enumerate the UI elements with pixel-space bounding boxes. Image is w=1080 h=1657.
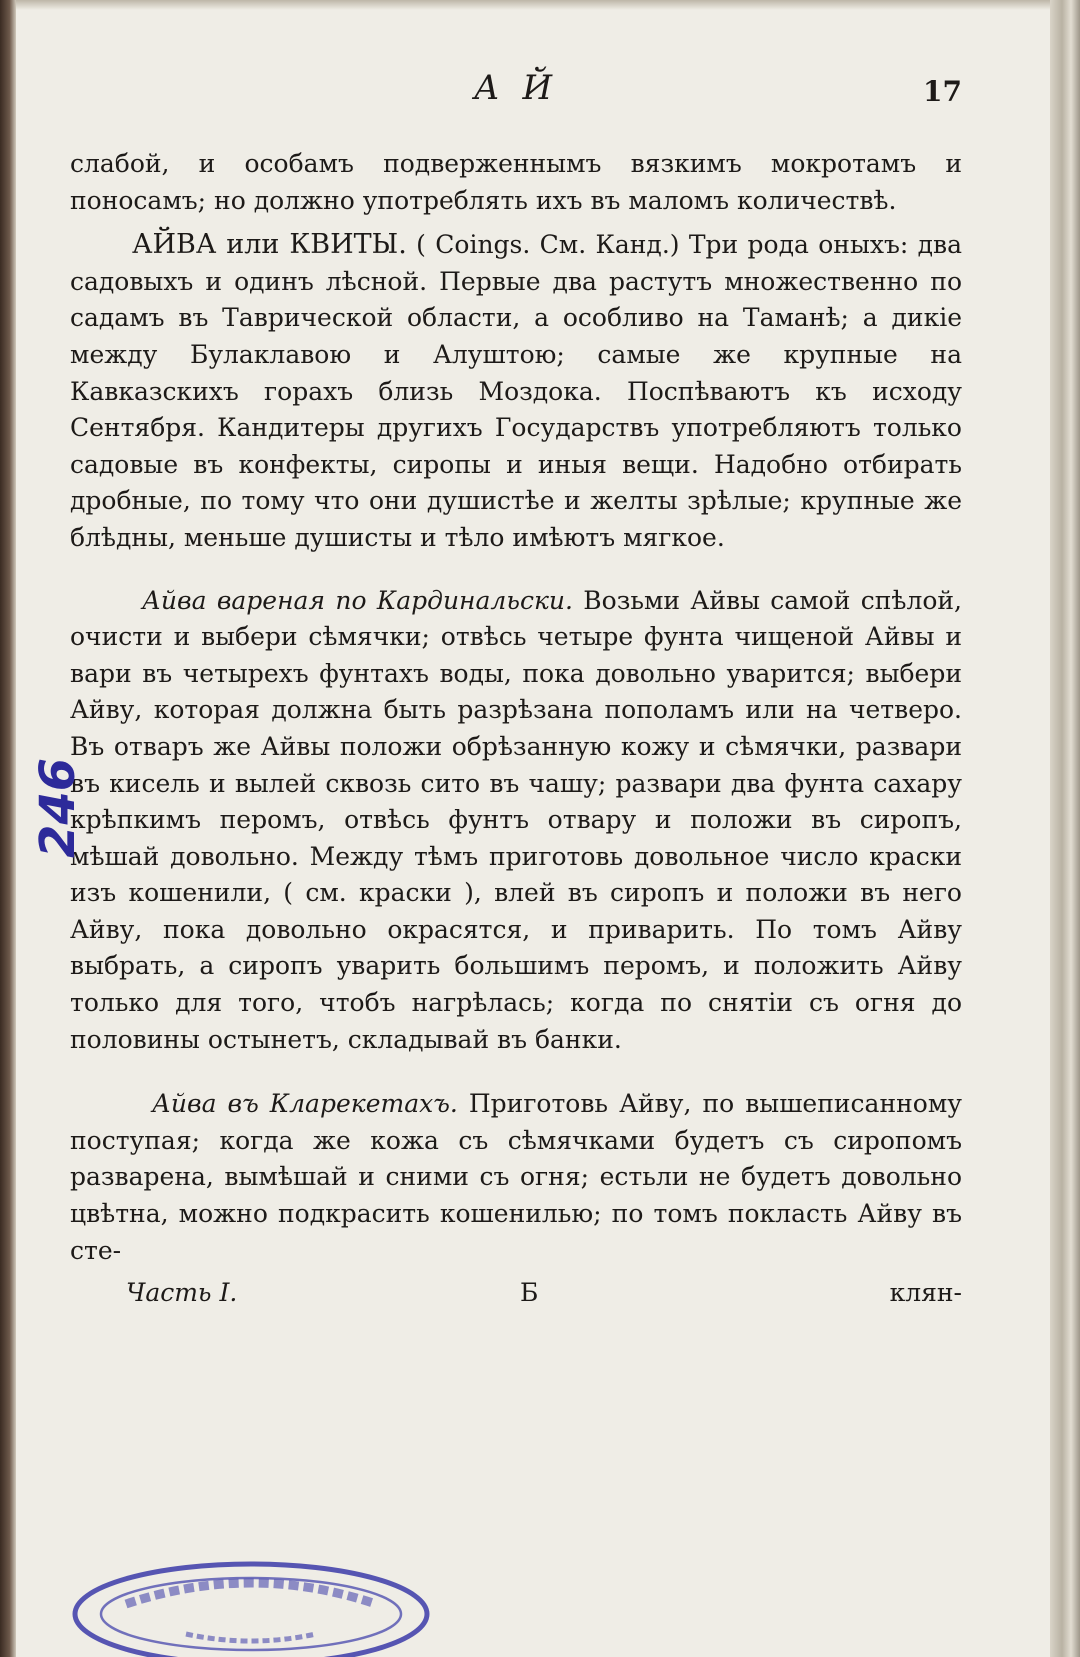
book-binding-edge bbox=[0, 0, 16, 1657]
library-stamp bbox=[66, 1552, 436, 1657]
entry-text: ( Coings. См. Канд.) Три рода оныхъ: два садовыхъ и одинъ лѣсной. Первые два растутъ множественно по садамъ въ Таврической области, а особливо на Таманѣ; а дикiе между Булаклавою и Алуштою; самые же крупные на Кавказскихъ горахъ близь Моздока. Поспѣваютъ къ исходу Сентября. Кандитеры другихъ Государствъ употребляютъ только садовые въ конфекты, сиропы и иныя вещи. Надобно отбирать дробные, по тому что они душистѣе и желты зрѣлые; крупные же блѣдны, меньше душисты и тѣло имѣютъ мягкое. bbox=[70, 230, 962, 552]
paragraph-recipe-clarequets bbox=[70, 1086, 962, 1269]
paragraph-recipe-cardinal bbox=[70, 583, 962, 1059]
running-head bbox=[70, 70, 962, 146]
page-body bbox=[70, 70, 962, 1315]
volume-signature: Часть I. bbox=[126, 1278, 238, 1308]
handwritten-shelfmark: 246 bbox=[30, 757, 86, 858]
signature-mark: Б bbox=[520, 1278, 539, 1308]
paragraph-quince-entry bbox=[70, 227, 962, 556]
page-edge-top bbox=[0, 0, 1080, 10]
library-stamp-drawing bbox=[66, 1552, 436, 1657]
page-footer bbox=[70, 1275, 962, 1315]
recipe-heading: Айва въ Кларекетахъ. bbox=[152, 1089, 458, 1119]
recipe-heading: Айва вареная по Кардинальски. bbox=[142, 585, 573, 615]
running-head-title: А Й bbox=[473, 68, 559, 108]
recipe-text: Приготовь Айву, по вышеписанному поступая; когда же кожа съ сѣмячками будетъ съ сиропомъ разварена, вымѣшай и сними съ огня; естьли не будетъ довольно цвѣтна, можно подкрасить кошенилью; по томъ покласть Айву въ сте- bbox=[70, 1089, 962, 1265]
catchword: клян- bbox=[889, 1278, 962, 1308]
entry-heading: АЙВА или КВИТЫ. bbox=[132, 229, 407, 261]
recipe-text: Возьми Айвы самой спѣлой, очисти и выбери сѣмячки; отвѣсь четыре фунта чищеной Айвы и вари въ четырехъ фунтахъ воды, пока довольно уварится; выбери Айву, которая должна быть разрѣзана пополамъ или на четверо. Въ отваръ же Айвы положи обрѣзанную кожу и сѣмячки, развари въ кисель и вылей сквозь сито въ чашу; развари два фунта сахару крѣпкимъ перомъ, отвѣсь фунтъ отвару и положи въ сиропъ, мѣшай довольно. Между тѣмъ приготовь довольное число краски изъ кошенили, ( см. краски ), влей въ сиропъ и положи въ него Айву, пока довольно окрасятся, и приварить. По томъ Айву выбрать, а сиропъ уварить большимъ перомъ, и положить Айву только для того, чтобъ нагрѣлась; когда по снятiи съ огня до половины остынетъ, складывай въ банки. bbox=[70, 585, 962, 1054]
page-number: 17 bbox=[923, 75, 962, 108]
paragraph-continuation: слабой, и особамъ подверженнымъ вязкимъ мокротамъ и поносамъ; но должно употреблять ихъ въ маломъ количествѣ. bbox=[70, 149, 962, 215]
page-stack-edge bbox=[1050, 0, 1080, 1657]
